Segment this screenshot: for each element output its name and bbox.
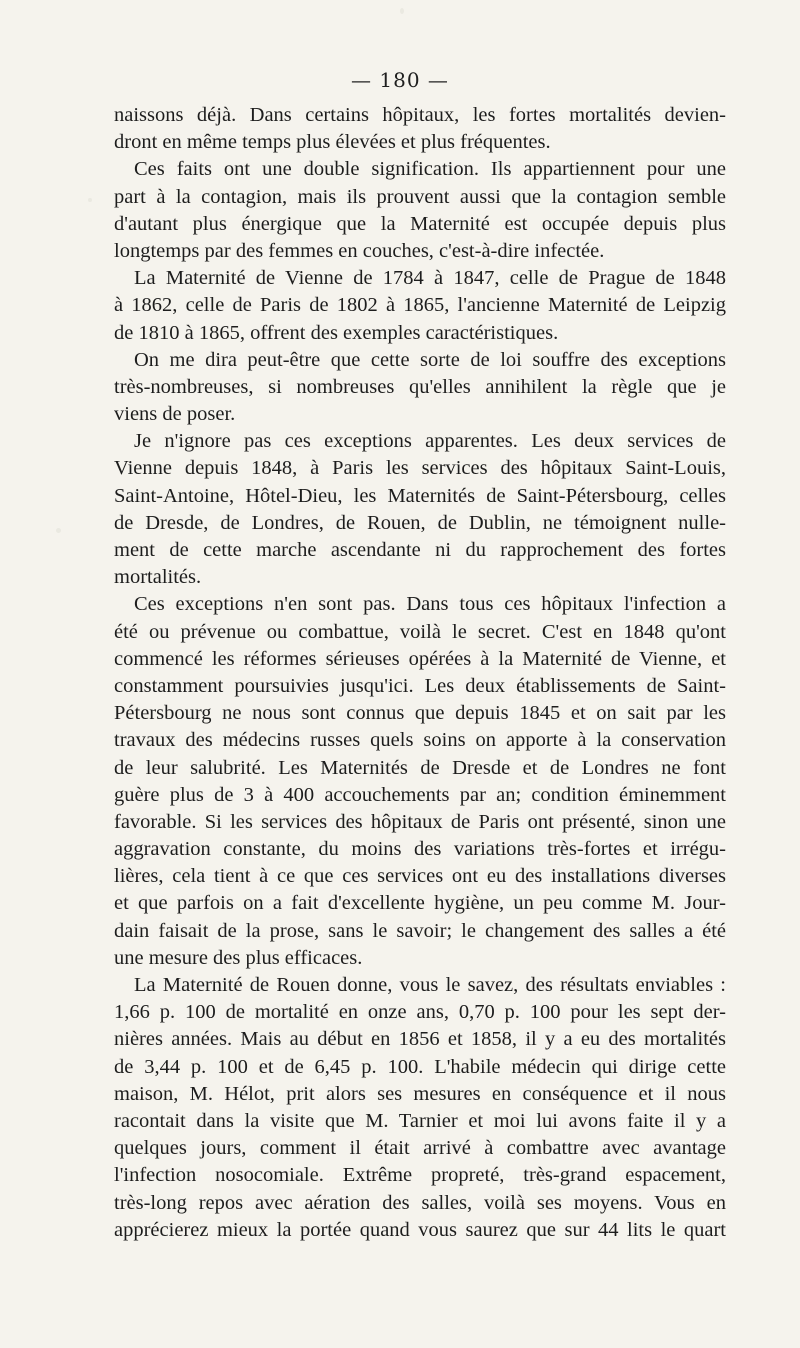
text-line: Vienne depuis 1848, à Paris les services des hôpitaux Saint-Louis, [114,457,726,480]
text-line: aggravation constante, du moins des variations très-fortes et irrégu- [114,838,726,861]
text-line: quelques jours, comment il était arrivé à combattre avec avantage [114,1137,726,1160]
text-line: Ces faits ont une double signification. Ils appartiennent pour une [134,158,726,181]
text-line: viens de poser. [114,403,236,426]
text-line: dain faisait de la prose, sans le savoir; le changement des salles a été [114,919,726,942]
text-line: apprécierez mieux la portée quand vous saurez que sur 44 lits le quart [114,1218,726,1241]
text-line: de leur salubrité. Les Maternités de Dresde et de Londres ne font [114,756,726,779]
text-line: naissons déjà. Dans certains hôpitaux, les fortes mortalités devien- [114,104,726,126]
text-line: de 1810 à 1865, offrent des exemples caractéristiques. [114,321,559,344]
text-line: été ou prévenue ou combattue, voilà le secret. C'est en 1848 qu'ont [114,620,726,643]
paper-speck [56,528,61,533]
text-line: part à la contagion, mais ils prouvent aussi que la contagion semble [114,185,726,208]
text-line: guère plus de 3 à 400 accouchements par an; condition éminemment [114,783,726,806]
text-line: constamment poursuivies jusqu'ici. Les deux établissements de Saint- [114,674,726,697]
text-line: mortalités. [114,566,202,589]
text-line: très-long repos avec aération des salles, voilà ses moyens. Vous en [114,1191,726,1214]
text-line: commencé les réformes sérieuses opérées à la Maternité de Vienne, et [114,647,726,670]
text-line: La Maternité de Vienne de 1784 à 1847, celle de Prague de 1848 [134,267,726,290]
text-line: maison, M. Hélot, prit alors ses mesures en conséquence et il nous [114,1082,726,1105]
text-line: ment de cette marche ascendante ni du rapprochement des fortes [114,539,726,561]
text-line: nières années. Mais au début en 1856 et 1858, il y a eu des mortalités [114,1028,726,1051]
text-line: Ces exceptions n'en sont pas. Dans tous ces hôpitaux l'infection a [134,593,726,616]
text-line: dront en même temps plus élevées et plus fréquentes. [114,131,551,154]
text-line: lières, cela tient à ce que ces services ont eu des installations diverses [114,865,726,888]
body-text [114,102,726,1244]
text-line: une mesure des plus efficaces. [114,946,363,969]
text-line: l'infection nosocomiale. Extrême propreté, très-grand espacement, [114,1164,726,1187]
text-line: de 3,44 p. 100 et de 6,45 p. 100. L'habile médecin qui dirige cette [114,1055,726,1078]
text-line: à 1862, celle de Paris de 1802 à 1865, l'ancienne Maternité de Leipzig [114,294,726,317]
text-line: Saint-Antoine, Hôtel-Dieu, les Maternités de Saint-Pétersbourg, celles [114,484,726,507]
text-line: longtemps par des femmes en couches, c'est-à-dire infectée. [114,239,605,262]
page-number: — 180 — [351,68,449,92]
paper-speck [400,8,404,14]
paper-speck [88,198,92,202]
text-line: La Maternité de Rouen donne, vous le savez, des résultats enviables : [134,974,726,996]
text-line: travaux des médecins russes quels soins on apporte à la conservation [114,729,726,752]
text-line: Je n'ignore pas ces exceptions apparentes. Les deux services de [134,430,726,453]
text-line: Pétersbourg ne nous sont connus que depuis 1845 et on sait par les [114,702,726,725]
text-line: racontait dans la visite que M. Tarnier et moi lui avons faite il y a [114,1109,726,1132]
text-line: très-nombreuses, si nombreuses qu'elles annihilent la règle que je [114,375,726,398]
text-line: de Dresde, de Londres, de Rouen, de Dublin, ne témoignent nulle- [114,511,726,534]
text-line: On me dira peut-être que cette sorte de loi souffre des exceptions [134,348,726,371]
text-line: d'autant plus énergique que la Maternité est occupée depuis plus [114,212,726,235]
text-line: et que parfois on a fait d'excellente hygiène, un peu comme M. Jour- [114,892,726,915]
text-line: favorable. Si les services des hôpitaux de Paris ont présenté, sinon une [114,810,726,833]
text-line: 1,66 p. 100 de mortalité en onze ans, 0,70 p. 100 pour les sept der- [114,1001,726,1024]
